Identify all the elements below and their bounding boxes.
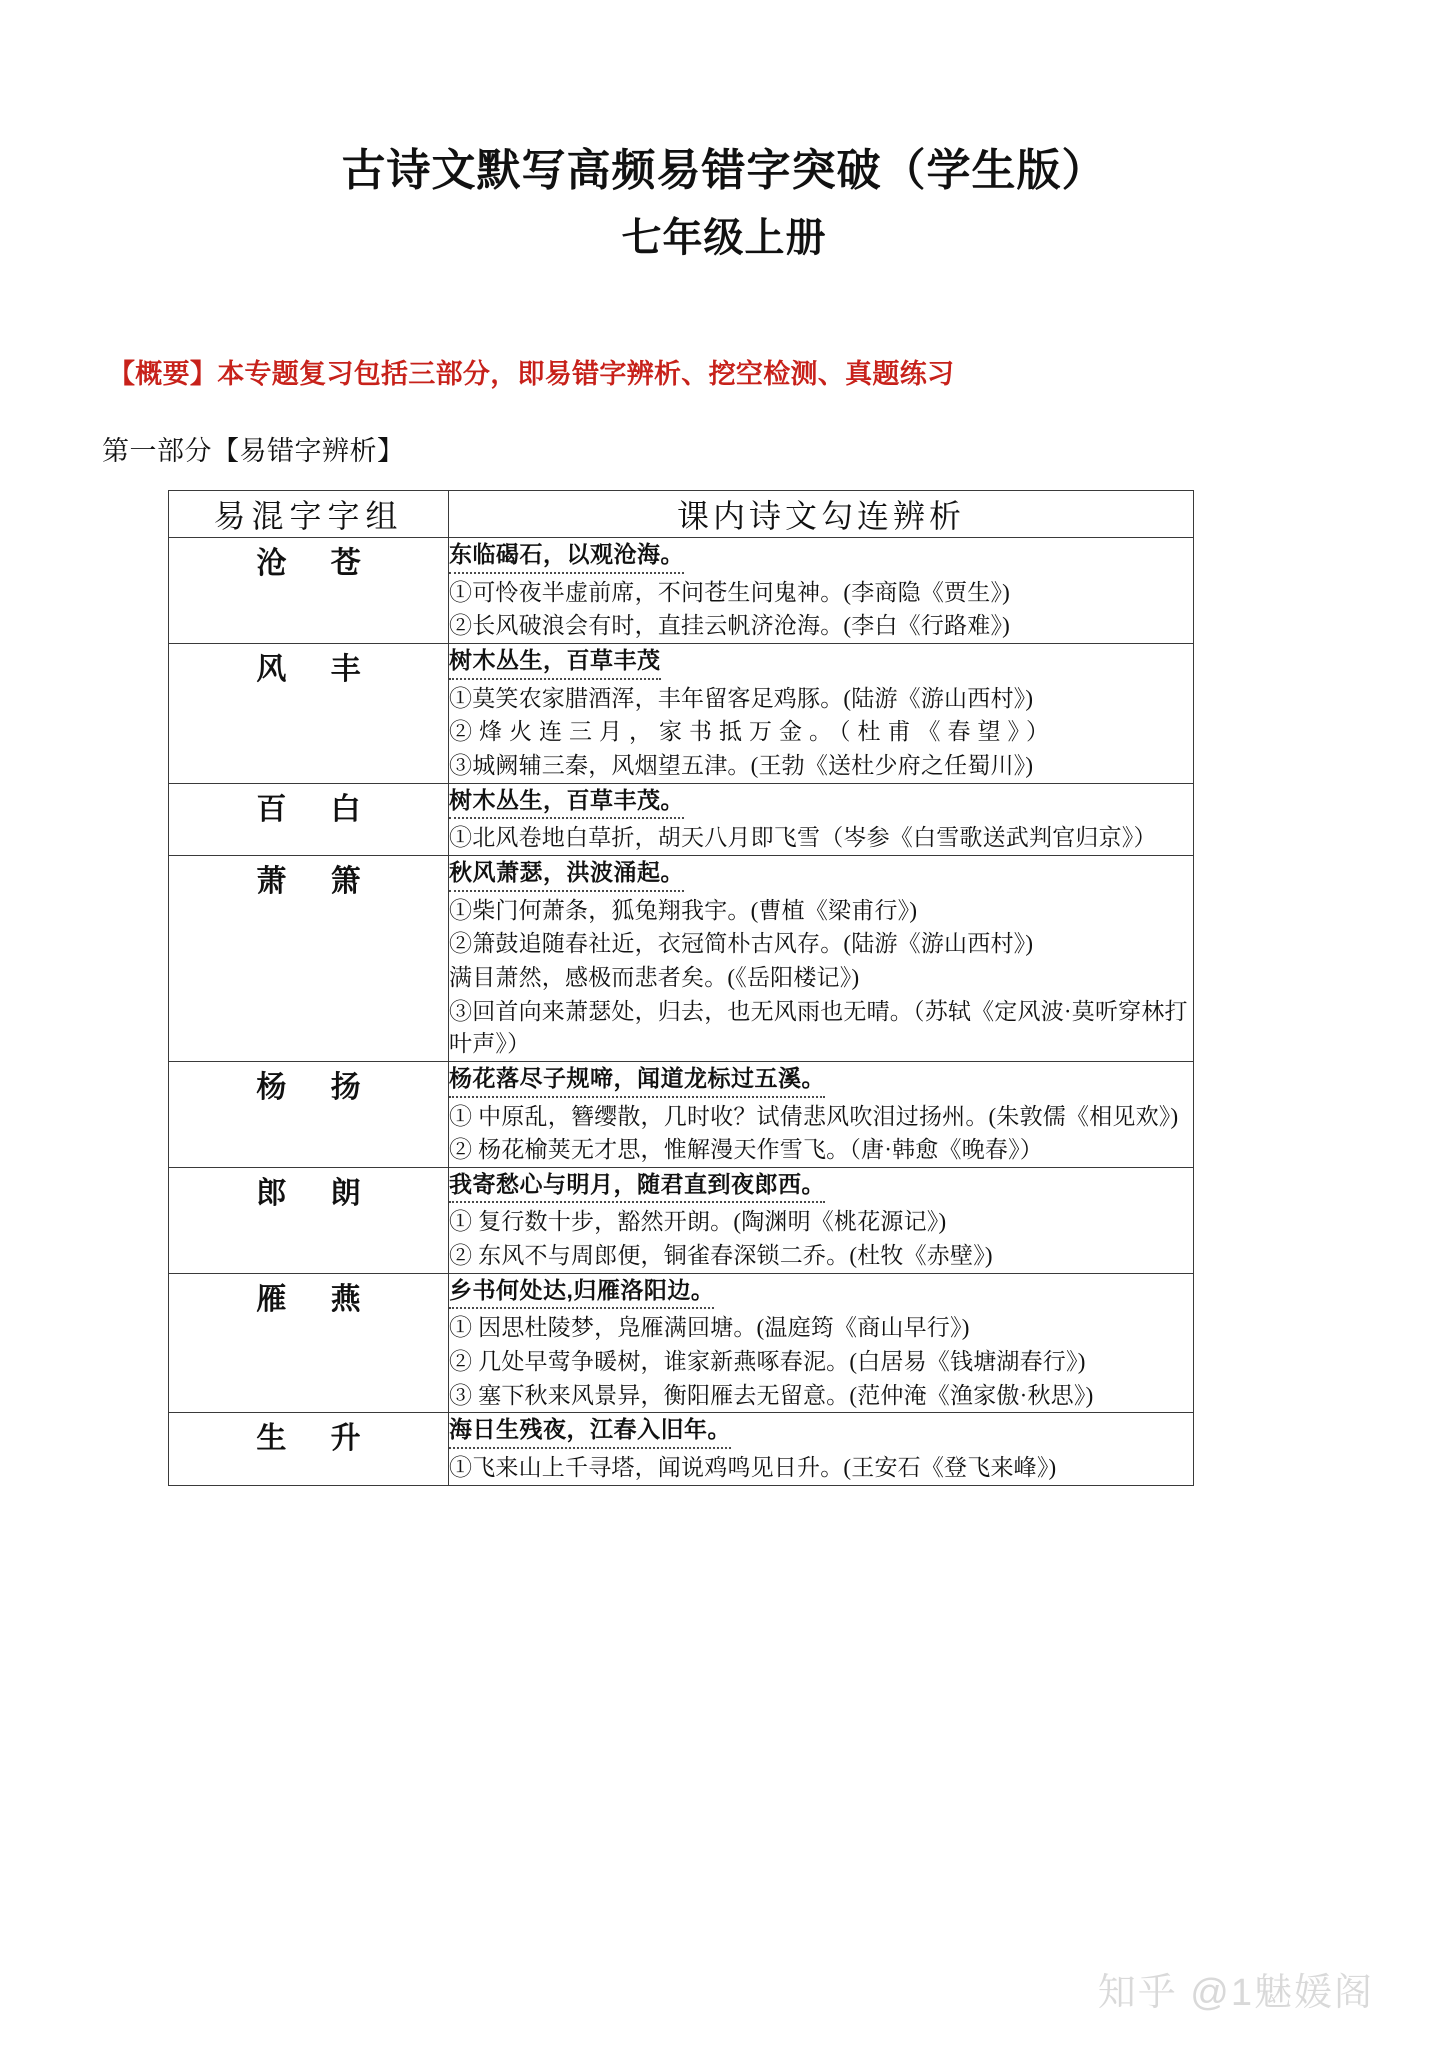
example-line: ②箫鼓追随春社近，衣冠简朴古风存。(陆游《游山西村》)	[449, 931, 1034, 957]
character-pair-cell: 萧 箫	[169, 855, 449, 1061]
lead-quotation: 海日生残夜，江春入旧年。	[449, 1413, 731, 1449]
table-header-row	[169, 491, 1194, 538]
lead-quotation: 杨花落尽子规啼，闻道龙标过五溪。	[449, 1062, 825, 1098]
lead-quotation: 树木丛生，百草丰茂。	[449, 784, 684, 820]
table-row	[169, 1273, 1194, 1413]
example-line: ①柴门何萧条，狐兔翔我宇。(曹植《梁甫行》)	[449, 897, 918, 923]
character-pair-cell: 雁 燕	[169, 1273, 449, 1413]
column-header-textual-analysis: 课内诗文勾连辨析	[449, 491, 1194, 538]
lead-quotation: 东临碣石，以观沧海。	[449, 538, 684, 574]
character-pair-cell: 百 白	[169, 783, 449, 855]
confusable-characters-table	[168, 490, 1194, 1486]
analysis-cell	[449, 538, 1194, 644]
example-line: ② 几处早莺争暖树，谁家新燕啄春泥。(白居易《钱塘湖春行》)	[449, 1349, 1086, 1375]
analysis-cell	[449, 1413, 1194, 1485]
section-heading: 第一部分【易错字辨析】	[102, 436, 405, 466]
lead-quotation: 秋风萧瑟，洪波涌起。	[449, 856, 684, 892]
example-line: ① 因思杜陵梦，凫雁满回塘。(温庭筠《商山早行》)	[449, 1315, 970, 1341]
lead-quotation: 树木丛生，百草丰茂	[449, 644, 661, 680]
example-line: ③回首向来萧瑟处，归去，也无风雨也无晴。（苏轼《定风波·莫听穿林打叶声》）	[449, 998, 1188, 1057]
table-row	[169, 643, 1194, 783]
example-line: ② 东风不与周郎便，铜雀春深锁二乔。(杜牧《赤壁》)	[449, 1243, 993, 1269]
example-line: ①北风卷地白草折，胡天八月即飞雪（岑参《白雪歌送武判官归京》）	[449, 825, 1157, 851]
table-row	[169, 1167, 1194, 1273]
example-line: ③城阙辅三秦，风烟望五津。(王勃《送杜少府之任蜀川》)	[449, 752, 1034, 778]
table-row	[169, 538, 1194, 644]
character-pair-cell: 沧 苍	[169, 538, 449, 644]
analysis-cell	[449, 783, 1194, 855]
table-body	[169, 538, 1194, 1486]
example-line: ②烽火连三月，家书抵万金。（杜甫《春望》）	[449, 719, 1056, 745]
character-pair-cell: 郎 朗	[169, 1167, 449, 1273]
example-line: ①莫笑农家腊酒浑，丰年留客足鸡豚。(陆游《游山西村》)	[449, 685, 1034, 711]
analysis-cell	[449, 1167, 1194, 1273]
analysis-cell	[449, 1061, 1194, 1167]
character-pair-cell: 生 升	[169, 1413, 449, 1485]
table-row	[169, 1061, 1194, 1167]
example-line: ① 中原乱，簪缨散，几时收？试倩悲风吹泪过扬州。(朱敦儒《相见欢》)	[449, 1103, 1179, 1129]
example-line: ① 复行数十步，豁然开朗。(陶渊明《桃花源记》)	[449, 1209, 947, 1235]
confusable-characters-table-wrapper	[168, 490, 1316, 1486]
table-row	[169, 1413, 1194, 1485]
example-line: 满目萧然，感极而悲者矣。(《岳阳楼记》)	[449, 964, 860, 990]
example-line: ② 杨花榆荚无才思，惟解漫天作雪飞。（唐·韩愈《晚春》）	[449, 1137, 1044, 1163]
example-line: ②长风破浪会有时，直挂云帆济沧海。(李白《行路难》)	[449, 613, 1011, 639]
page-title: 古诗文默写高频易错字突破（学生版）	[341, 146, 1107, 195]
analysis-cell	[449, 643, 1194, 783]
example-line: ①飞来山上千寻塔，闻说鸡鸣见日升。(王安石《登飞来峰》)	[449, 1455, 1057, 1481]
example-line: ①可怜夜半虚前席，不问苍生问鬼神。(李商隐《贾生》)	[449, 579, 1011, 605]
lead-quotation: 我寄愁心与明月，随君直到夜郎西。	[449, 1168, 825, 1204]
example-line: ③ 塞下秋来风景异，衡阳雁去无留意。(范仲淹《渔家傲·秋思》)	[449, 1382, 1094, 1408]
column-header-character-group: 易混字字组	[169, 491, 449, 538]
analysis-cell	[449, 855, 1194, 1061]
character-pair-cell: 杨 扬	[169, 1061, 449, 1167]
summary-note: 【概要】本专题复习包括三部分，即易错字辨析、挖空检测、真题练习	[108, 359, 955, 389]
lead-quotation: 乡书何处达,归雁洛阳边。	[449, 1274, 714, 1310]
page-subtitle: 七年级上册	[621, 216, 827, 260]
analysis-cell	[449, 1273, 1194, 1413]
watermark: 知乎 @1魅媛阁	[1097, 1972, 1374, 2014]
table-row	[169, 783, 1194, 855]
character-pair-cell: 风 丰	[169, 643, 449, 783]
table-row	[169, 855, 1194, 1061]
